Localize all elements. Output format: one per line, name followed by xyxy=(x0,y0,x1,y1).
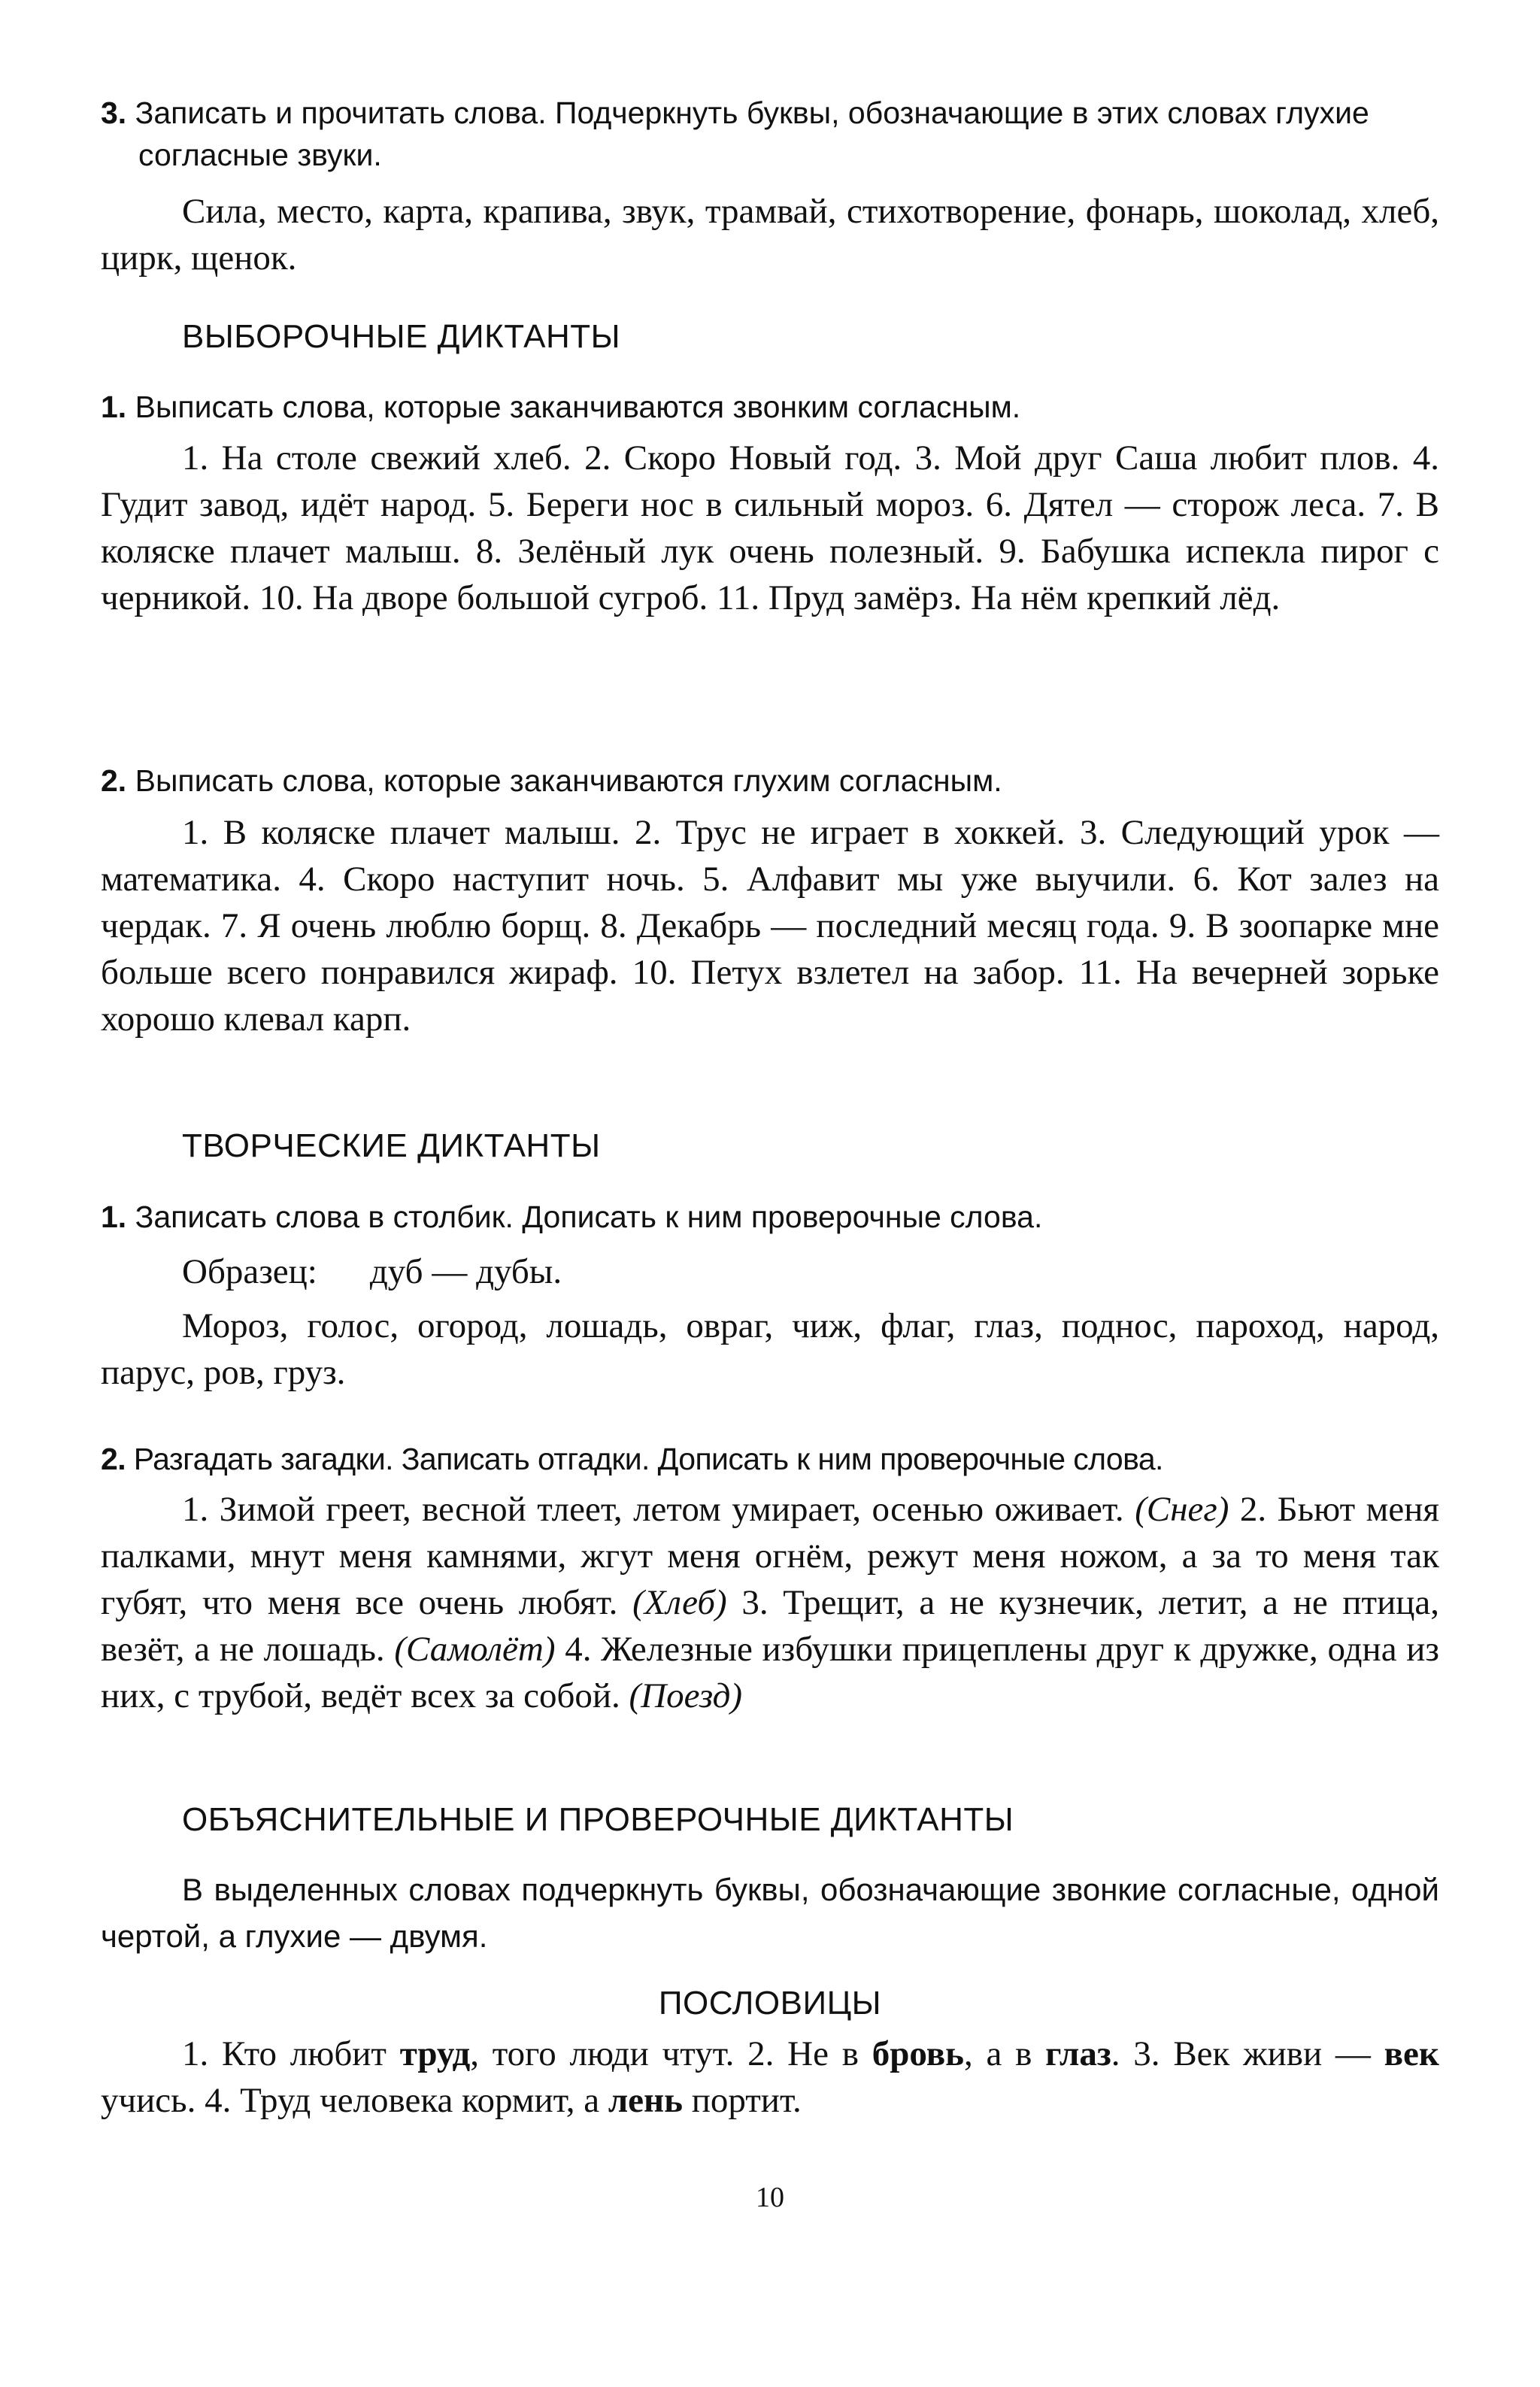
task-text: Разгадать загадки. Записать отгадки. Дописать к ним проверочные слова. xyxy=(133,1442,1163,1476)
task-number: 2. xyxy=(101,763,127,798)
proverbs-subtitle: ПОСЛОВИЦЫ xyxy=(658,1985,882,2022)
section-title-vyborochnye: ВЫБОРОЧНЫЕ ДИКТАНТЫ xyxy=(182,318,621,355)
section-title-obyasnitelnye: ОБЪЯСНИТЕЛЬНЫЕ И ПРОВЕРОЧНЫЕ ДИКТАНТЫ xyxy=(182,1801,1014,1838)
obyasnitelnye-instruction: В выделенных словах подчеркнуть буквы, обозначающие звонкие согласные, одной чертой, а глухие — двумя. xyxy=(101,1872,1439,1954)
page-number: 10 xyxy=(756,2182,784,2213)
tvorcheskie-task-2-instruction xyxy=(101,1438,1477,1480)
highlighted-word: век xyxy=(1384,2034,1439,2073)
task-number: 3. xyxy=(101,96,127,130)
task-text: Выписать слова, которые заканчиваются глухим согласным. xyxy=(135,763,1002,798)
highlighted-word: глаз xyxy=(1045,2034,1111,2073)
task-3-instruction xyxy=(101,92,1477,176)
task-3-words: Сила, место, карта, крапива, звук, трамвай, стихотворение, фонарь, шоколад, хлеб, цирк, щенок. xyxy=(101,192,1439,278)
proverb-text-part: портит. xyxy=(682,2081,802,2120)
proverbs-text xyxy=(101,2031,1439,2124)
vyborochnye-task-1-instruction xyxy=(101,386,1477,428)
vyborochnye-task-2-instruction xyxy=(101,760,1477,802)
task-text: Записать и прочитать слова. Подчеркнуть буквы, обозначающие в этих словах глухие согласные звуки. xyxy=(135,96,1378,172)
vyborochnye-task-2-sentences: 1. В коляске плачет малыш. 2. Трус не играет в хоккей. 3. Следующий урок — математика. 4. Скоро наступит ночь. 5. Алфавит мы уже выучили. 6. Кот залез на чердак. 7. Я очень люблю борщ. 8. Декабрь — последний месяц года. 9. В зоопарке мне больше всего понравился жираф. 10. Петух взлетел на забор. 11. На вечерней зорьке хорошо клевал карп. xyxy=(101,813,1439,1039)
riddle-4: 4. Железные избушки прицеплены друг к дружке, одна из них, с трубой, ведёт всех за собой. xyxy=(101,1630,1439,1715)
task-number: 2. xyxy=(101,1442,126,1476)
proverb-text-part: . 3. Век живи — xyxy=(1111,2034,1384,2073)
riddle-3: 3. Трещит, а не кузнечик, летит, а не птица, везёт, а не лошадь. xyxy=(101,1583,1440,1669)
task-number: 1. xyxy=(101,1200,127,1234)
proverb-text-part: , а в xyxy=(963,2034,1046,2073)
riddle-1: 1. Зимой греет, весной тлеет, летом умирает, осенью оживает. xyxy=(182,1490,1124,1529)
section-title-tvorcheskie: ТВОРЧЕСКИЕ ДИКТАНТЫ xyxy=(182,1127,601,1164)
proverb-text-part: учись. 4. Труд человека кормит, а xyxy=(101,2081,608,2120)
task-text: Выписать слова, которые заканчиваются звонким согласным. xyxy=(135,390,1021,424)
task-number: 1. xyxy=(101,390,127,424)
sample-value: дуб — дубы. xyxy=(369,1252,562,1291)
riddle-answer-2: (Хлеб) xyxy=(632,1583,727,1622)
riddle-answer-3: (Самолёт) xyxy=(394,1630,556,1669)
highlighted-word: труд xyxy=(399,2034,471,2073)
task-text: Записать слова в столбик. Дописать к ним проверочные слова. xyxy=(135,1200,1043,1234)
sample-label: Образец: xyxy=(182,1252,317,1291)
tvorcheskie-riddles xyxy=(101,1486,1439,1719)
riddle-answer-4: (Поезд) xyxy=(629,1676,743,1715)
proverb-text-part: , того люди чтут. 2. Не в xyxy=(470,2034,872,2073)
vyborochnye-task-1-sentences: 1. На столе свежий хлеб. 2. Скоро Новый год. 3. Мой друг Саша любит плов. 4. Гудит завод, идёт народ. 5. Береги нос в сильный мороз. 6. Дятел — сторож леса. 7. В коляске плачет малыш. 8. Зелёный лук очень полезный. 9. Бабушка испекла пирог с черникой. 10. На дворе большой сугроб. 11. Пруд замёрз. На нём крепкий лёд. xyxy=(101,438,1439,617)
riddle-answer-1: (Снег) xyxy=(1135,1490,1229,1529)
tvorcheskie-task-1-instruction xyxy=(101,1196,1477,1238)
proverb-text-part: 1. Кто любит xyxy=(182,2034,400,2073)
highlighted-word: лень xyxy=(608,2081,683,2120)
tvorcheskie-task-1-words: Мороз, голос, огород, лошадь, овраг, чиж, флаг, глаз, поднос, пароход, народ, парус, ров, груз. xyxy=(101,1306,1439,1392)
highlighted-word: бровь xyxy=(872,2034,964,2073)
riddle-2: 2. Бьют меня палками, мнут меня камнями, жгут меня огнём, режут меня ножом, а за то меня так губят, что меня все очень любят. xyxy=(101,1490,1440,1622)
tvorcheskie-sample xyxy=(101,1248,1439,1295)
